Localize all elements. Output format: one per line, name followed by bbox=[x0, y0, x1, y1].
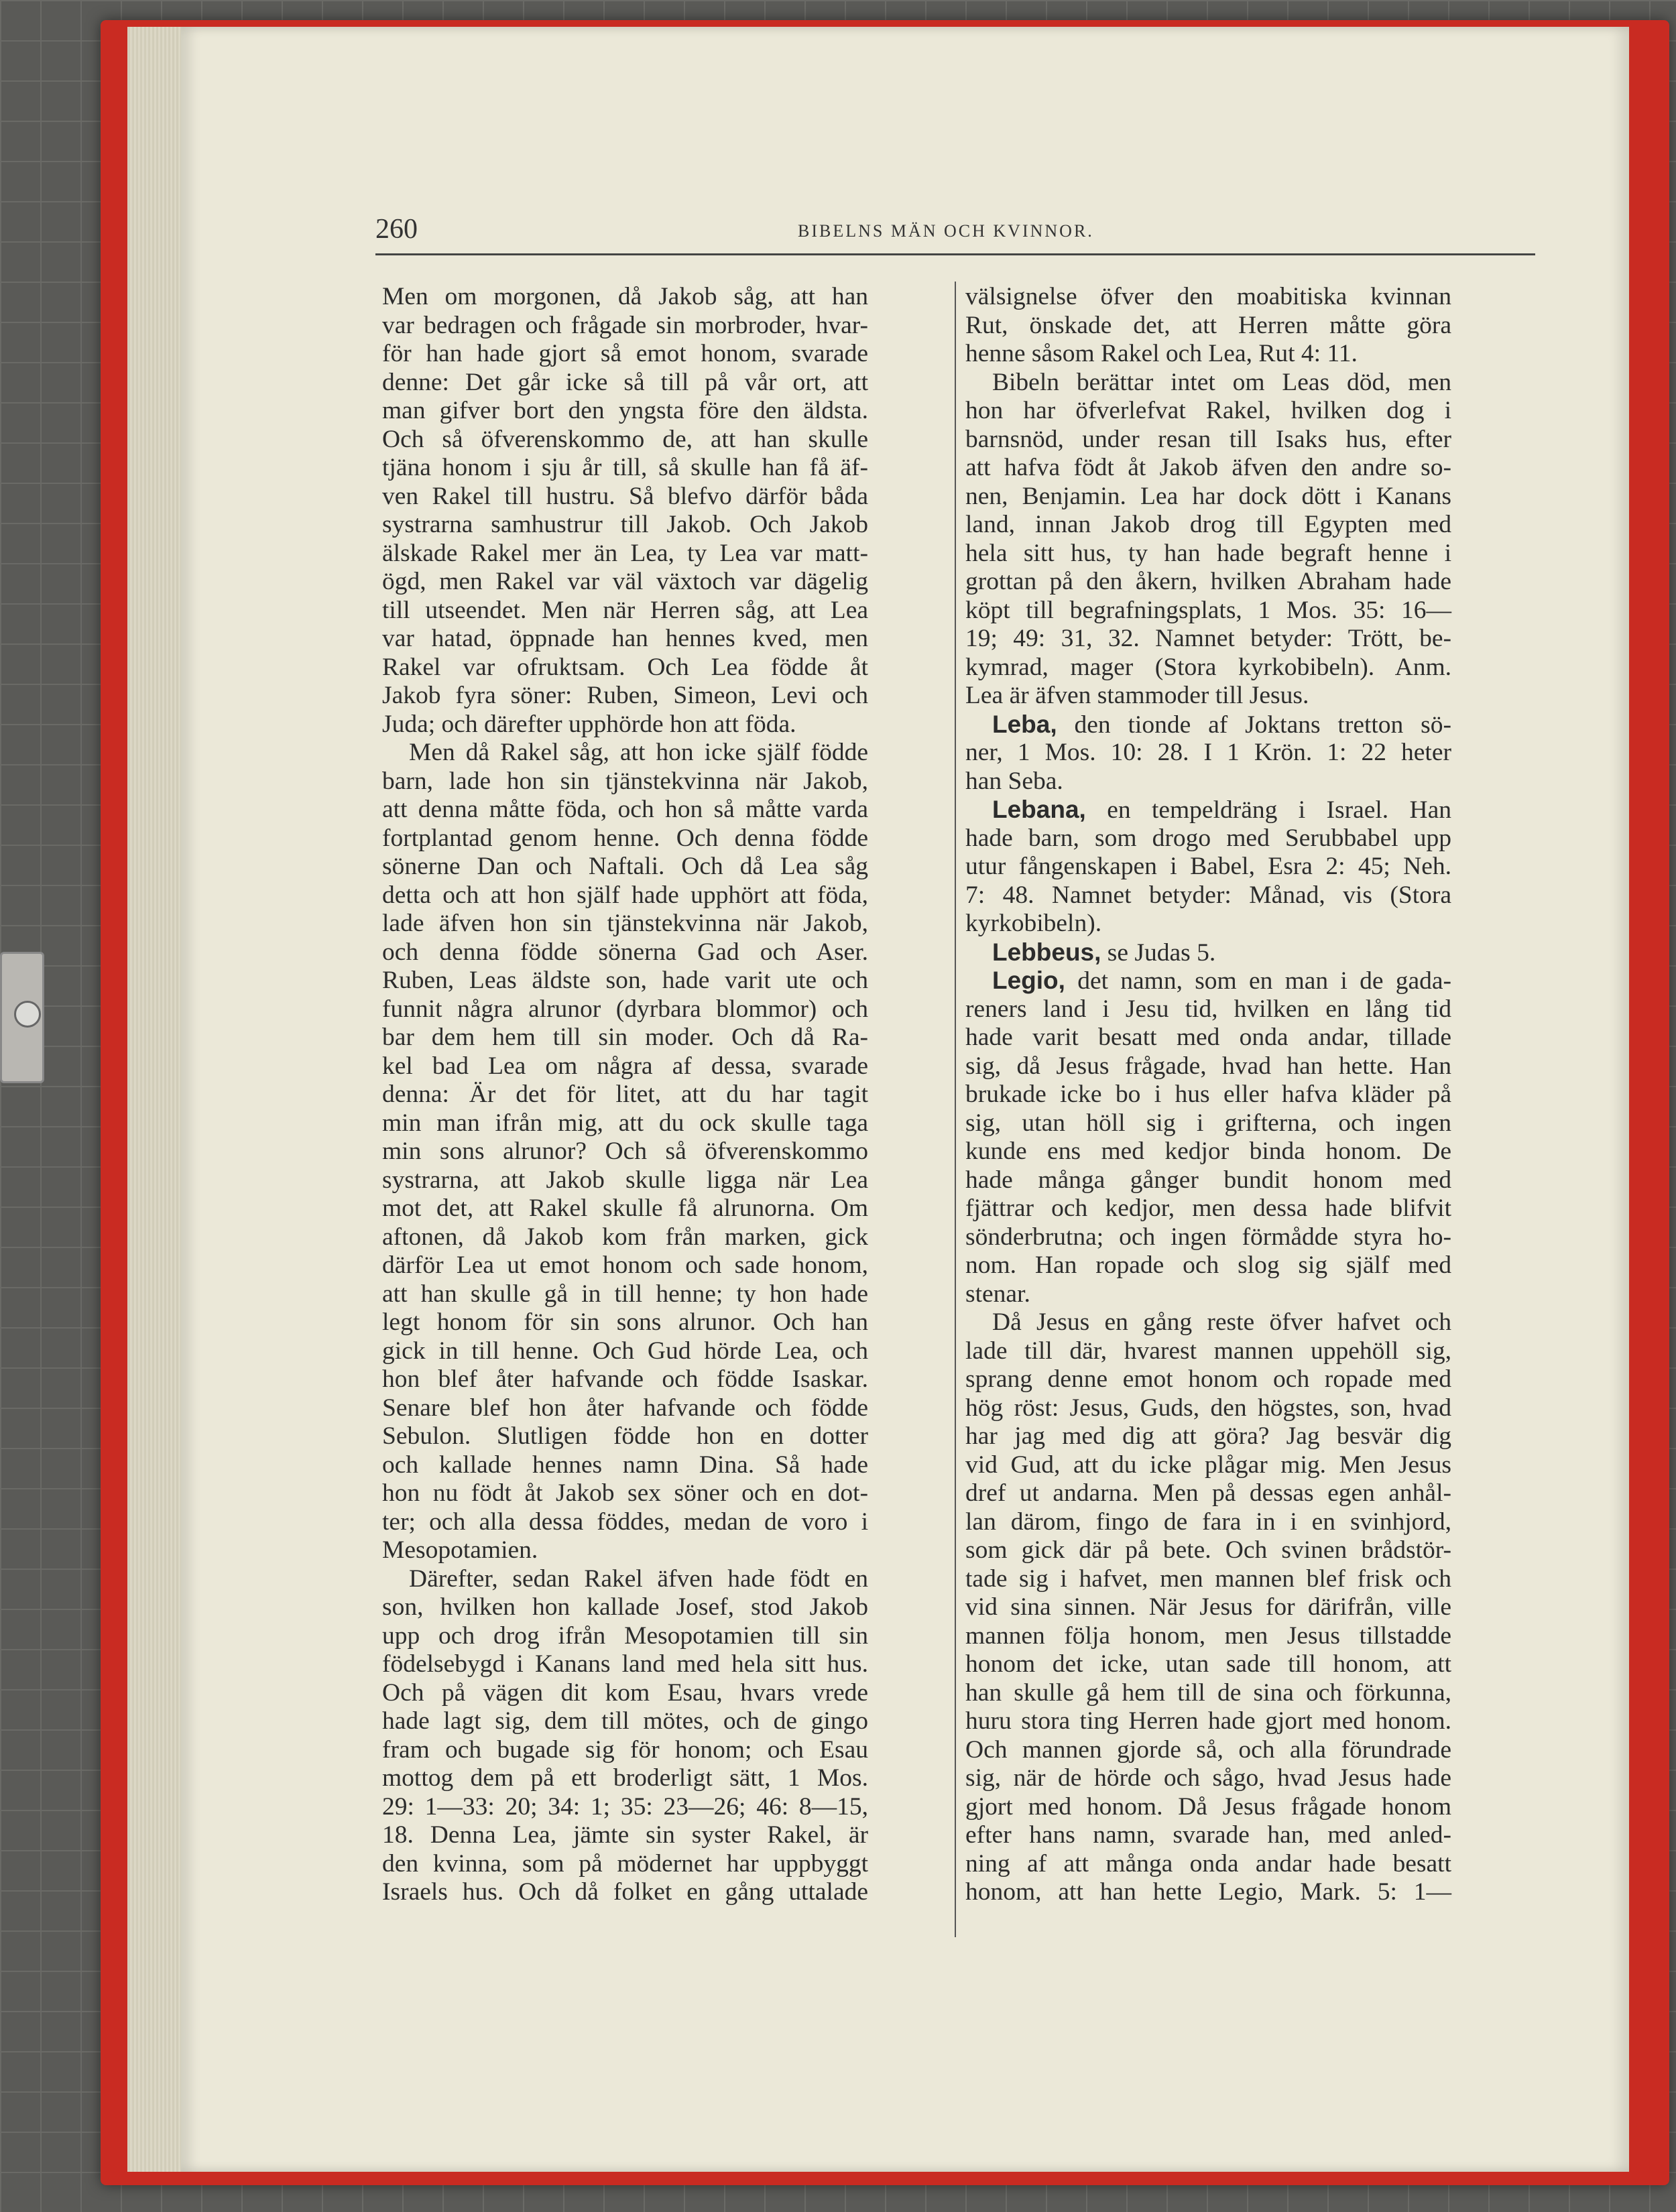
text-line bbox=[382, 1251, 868, 1280]
text-line bbox=[965, 340, 1451, 369]
line-text: att denna måtte föda, och hon så måtte varda bbox=[382, 796, 868, 823]
line-text: ning af att många onda andar hade besatt bbox=[965, 1849, 1451, 1878]
line-text: denne: Det går icke så till på vår ort, att bbox=[382, 368, 868, 396]
line-text: var hatad, öppnade han hennes kved, men bbox=[382, 625, 868, 652]
page-number: 260 bbox=[375, 214, 418, 245]
text-line bbox=[965, 1308, 1451, 1337]
text-line bbox=[965, 568, 1451, 597]
line-text: Därefter, sedan Rakel äfven hade födt en bbox=[409, 1564, 868, 1593]
line-text: lade äfven hon sin tjänstekvinna när Jakob, bbox=[382, 910, 868, 937]
text-line bbox=[382, 1052, 868, 1081]
line-text: ven Rakel till hustru. Så blefvo därför båda bbox=[382, 482, 868, 510]
line-text: Senare blef hon åter hafvande och födde bbox=[382, 1394, 868, 1422]
entry-headword: Leba, bbox=[992, 710, 1057, 738]
line-text: henne såsom Rakel och Lea, Rut 4: 11. bbox=[965, 340, 1358, 367]
text-line bbox=[382, 1138, 868, 1166]
line-text: utur fångenskapen i Babel, Esra 2: 45; Neh. bbox=[965, 853, 1451, 880]
text-line bbox=[965, 1365, 1451, 1394]
line-text: kunde ens med kedjor binda honom. De bbox=[965, 1138, 1451, 1165]
line-text: grottan på den åkern, hvilken Abraham hade bbox=[965, 568, 1451, 595]
line-text: sig, då Jesus frågade, hvad han hette. Han bbox=[965, 1052, 1451, 1080]
text-line bbox=[965, 1479, 1451, 1508]
text-line bbox=[965, 1764, 1451, 1793]
text-line bbox=[382, 1536, 868, 1565]
text-line bbox=[382, 312, 868, 341]
text-line bbox=[965, 995, 1451, 1024]
line-text: Då Jesus en gång reste öfver hafvet och bbox=[992, 1308, 1451, 1336]
line-text: han Seba. bbox=[965, 767, 1063, 795]
line-text: och kallade hennes namn Dina. Så hade bbox=[382, 1451, 868, 1479]
line-text: nen, Benjamin. Lea har dock dött i Kanans bbox=[965, 482, 1451, 510]
text-line bbox=[382, 1280, 868, 1309]
line-text: reners land i Jesu tid, hvilken en lång tid bbox=[965, 995, 1451, 1023]
text-line bbox=[965, 1337, 1451, 1366]
text-line bbox=[965, 1707, 1451, 1736]
text-line bbox=[382, 454, 868, 483]
line-text: upp och drog ifrån Mesopotamien till sin bbox=[382, 1621, 868, 1650]
line-text: vid Gud, att du icke plågar mig. Men Jesus bbox=[965, 1451, 1451, 1479]
line-text: gick in till henne. Och Gud hörde Lea, och bbox=[382, 1337, 868, 1365]
line-text: ögd, men Rakel var väl växtoch var dägelig bbox=[382, 568, 868, 595]
text-line bbox=[382, 1650, 868, 1679]
line-text: denna: Är det för litet, att du har tagit bbox=[382, 1081, 868, 1108]
line-text: hade många gånger bundit honom med bbox=[965, 1166, 1451, 1194]
text-line bbox=[382, 711, 868, 739]
text-line bbox=[965, 1394, 1451, 1423]
text-line bbox=[382, 824, 868, 853]
text-line bbox=[965, 1593, 1451, 1622]
line-text: systrarna samhustrur till Jakob. Och Jakob bbox=[382, 511, 868, 538]
text-line bbox=[382, 1764, 868, 1793]
line-text: lan därom, fingo de fara in i en svinhjord, bbox=[965, 1508, 1451, 1536]
page-clip bbox=[0, 952, 44, 1083]
text-line bbox=[382, 1821, 868, 1850]
text-line bbox=[382, 1707, 868, 1736]
text-line bbox=[382, 1565, 868, 1594]
text-line bbox=[382, 568, 868, 597]
line-text: att hafva födt åt Jakob äfven den andre so- bbox=[965, 454, 1451, 481]
line-text: hon har öfverlefvat Rakel, hvilken dog i bbox=[965, 397, 1451, 424]
text-line bbox=[965, 1081, 1451, 1109]
text-line bbox=[965, 682, 1451, 711]
line-text: man gifver bort den yngsta före den äldsta. bbox=[382, 397, 868, 424]
text-line bbox=[382, 511, 868, 540]
line-text: nom. Han ropade och slog sig själf med bbox=[965, 1251, 1451, 1279]
text-line bbox=[965, 540, 1451, 568]
line-text: Bibeln berättar intet om Leas död, men bbox=[992, 368, 1451, 396]
line-text: stenar. bbox=[965, 1280, 1030, 1308]
line-text: tjäna honom i sju år till, så skulle han få äf- bbox=[382, 454, 868, 481]
line-text: mottog dem på ett broderligt sätt, 1 Mos. bbox=[382, 1764, 868, 1792]
line-text: aftonen, då Jakob kom från marken, gick bbox=[382, 1223, 868, 1251]
line-text: köpt till begrafningsplats, 1 Mos. 35: 16— bbox=[965, 596, 1451, 624]
line-text: för han hade gjort så emot honom, svarade bbox=[382, 340, 868, 367]
line-text: sönerne Dan och Naftali. Och då Lea såg bbox=[382, 853, 868, 880]
text-line bbox=[965, 1622, 1451, 1651]
page-edges bbox=[127, 27, 188, 2172]
line-text: gjort med honom. Då Jesus frågade honom bbox=[965, 1792, 1451, 1821]
text-line bbox=[382, 369, 868, 397]
text-line bbox=[382, 1194, 868, 1223]
line-text: brukade icke bo i hus eller hafva kläder på bbox=[965, 1081, 1451, 1108]
text-line bbox=[965, 1223, 1451, 1252]
text-line bbox=[382, 1365, 868, 1394]
text-line bbox=[965, 1850, 1451, 1879]
text-line bbox=[965, 1821, 1451, 1850]
line-text: sprang denne emot honom och ropade med bbox=[965, 1365, 1451, 1393]
text-line bbox=[382, 796, 868, 824]
line-text: Rut, önskade det, att Herren måtte göra bbox=[965, 311, 1451, 339]
text-line bbox=[382, 1308, 868, 1337]
line-text: tade sig i hafvet, men mannen blef frisk och bbox=[965, 1564, 1451, 1593]
text-line bbox=[382, 1850, 868, 1879]
text-line bbox=[382, 654, 868, 682]
line-text: bar dem hem till sin moder. Och då Ra- bbox=[382, 1024, 868, 1051]
text-line bbox=[382, 1622, 868, 1651]
text-line bbox=[965, 511, 1451, 540]
text-line bbox=[382, 938, 868, 967]
line-text: 29: 1—33: 20; 34: 1; 35: 23—26; 46: 8—15, bbox=[382, 1792, 868, 1821]
column-divider bbox=[955, 282, 956, 1937]
text-line bbox=[965, 881, 1451, 910]
line-text: hög röst: Jesus, Guds, den högstes, son, hvad bbox=[965, 1394, 1451, 1422]
text-line bbox=[965, 1052, 1451, 1081]
line-text: Och mannen gjorde så, och alla förundrade bbox=[965, 1735, 1451, 1764]
text-line bbox=[382, 1878, 868, 1907]
line-text: fortplantad genom henne. Och denna födde bbox=[382, 824, 868, 852]
text-line bbox=[965, 1138, 1451, 1166]
line-text: detta och att hon själf hade upphört att föda, bbox=[382, 881, 868, 909]
line-text: Mesopotamien. bbox=[382, 1536, 538, 1564]
text-line bbox=[382, 853, 868, 881]
text-line bbox=[382, 625, 868, 654]
line-text: efter hans namn, svarade han, med anled- bbox=[965, 1821, 1451, 1849]
text-line bbox=[382, 995, 868, 1024]
text-line bbox=[965, 426, 1451, 454]
line-text: Sebulon. Slutligen födde hon en dotter bbox=[382, 1422, 868, 1450]
line-text: 19; 49: 31, 32. Namnet betyder: Trött, be- bbox=[965, 625, 1451, 652]
line-text: se Judas 5. bbox=[1101, 938, 1216, 967]
line-text: han skulle gå hem till de sina och förkunna, bbox=[965, 1678, 1451, 1707]
text-line bbox=[965, 283, 1451, 312]
line-text: 18. Denna Lea, jämte sin syster Rakel, är bbox=[382, 1821, 868, 1849]
line-text: vid sina sinnen. När Jesus for därifrån, ville bbox=[965, 1593, 1451, 1621]
text-line bbox=[965, 853, 1451, 881]
text-line bbox=[382, 540, 868, 568]
line-text: som gick där på bete. Och svinen brådstör- bbox=[965, 1536, 1451, 1564]
running-header bbox=[375, 213, 1535, 253]
text-line bbox=[965, 625, 1451, 654]
line-text: sig, utan höll sig i grifterna, och ingen bbox=[965, 1109, 1451, 1137]
text-line bbox=[382, 967, 868, 995]
text-line bbox=[382, 1508, 868, 1537]
line-text: sönderbrutna; och ingen förmådde styra ho- bbox=[965, 1223, 1451, 1251]
text-line bbox=[382, 426, 868, 454]
line-text: dref ut andarna. Men på dessas egen anhål- bbox=[965, 1479, 1451, 1507]
text-line bbox=[965, 711, 1451, 739]
line-text: hela sitt hus, ty han hade begraft henne i bbox=[965, 539, 1451, 567]
line-text: till utseendet. Men när Herren såg, att Lea bbox=[382, 596, 868, 624]
text-line bbox=[382, 1422, 868, 1451]
line-text: välsignelse öfver den moabitiska kvinnan bbox=[965, 283, 1451, 310]
line-text: min man ifrån mig, att du ock skulle taga bbox=[382, 1109, 868, 1137]
text-line bbox=[965, 597, 1451, 625]
text-line bbox=[965, 1280, 1451, 1309]
line-text: Och på vägen dit kom Esau, hvars vrede bbox=[382, 1678, 868, 1707]
line-text: älskade Rakel mer än Lea, ty Lea var matt- bbox=[382, 539, 868, 567]
line-text: kymrad, mager (Stora kyrkobibeln). Anm. bbox=[965, 653, 1451, 681]
text-line bbox=[965, 454, 1451, 483]
running-title: BIBELNS MÄN OCH KVINNOR. bbox=[798, 221, 1094, 241]
text-line bbox=[382, 1223, 868, 1252]
line-text: min sons alrunor? Och så öfverenskommo bbox=[382, 1138, 868, 1165]
left-column bbox=[382, 283, 868, 1907]
text-line bbox=[965, 312, 1451, 341]
line-text: lade till där, hvarest mannen uppehöll sig, bbox=[965, 1337, 1451, 1365]
text-line bbox=[965, 910, 1451, 938]
text-line bbox=[965, 1422, 1451, 1451]
line-text: Israels hus. Och då folket en gång uttalade bbox=[382, 1878, 868, 1906]
line-text: hade barn, som drogo med Serubbabel upp bbox=[965, 824, 1451, 852]
line-text: hon blef åter hafvande och födde Isaskar. bbox=[382, 1365, 868, 1393]
text-line bbox=[965, 1565, 1451, 1594]
entry-headword: Legio, bbox=[992, 967, 1065, 994]
text-line bbox=[965, 1679, 1451, 1708]
text-line bbox=[965, 739, 1451, 767]
line-text: legt honom för sin sons alrunor. Och han bbox=[382, 1308, 868, 1336]
text-line bbox=[965, 1166, 1451, 1195]
text-line bbox=[382, 1337, 868, 1366]
line-text: barn, lade hon sin tjänstekvinna när Jakob, bbox=[382, 767, 868, 795]
text-line bbox=[382, 682, 868, 711]
line-text: barnsnöd, under resan till Isaks hus, efter bbox=[965, 425, 1451, 453]
text-line bbox=[382, 739, 868, 767]
text-line bbox=[965, 1793, 1451, 1822]
line-text: Men om morgonen, då Jakob såg, att han bbox=[382, 283, 868, 310]
text-line bbox=[382, 1451, 868, 1480]
text-line bbox=[382, 1679, 868, 1708]
text-line bbox=[382, 1024, 868, 1052]
line-text: funnit några alrunor (dyrbara blommor) och bbox=[382, 995, 868, 1023]
text-line bbox=[965, 483, 1451, 511]
text-line bbox=[965, 1109, 1451, 1138]
line-text: fram och bugade sig för honom; och Esau bbox=[382, 1735, 868, 1764]
line-text: Lea är äfven stammoder till Jesus. bbox=[965, 682, 1309, 709]
line-text: en tempeldräng i Israel. Han bbox=[1085, 796, 1451, 824]
text-line bbox=[382, 397, 868, 426]
text-line bbox=[965, 1878, 1451, 1907]
header-rule bbox=[375, 253, 1535, 255]
line-text: att han skulle gå in till henne; ty hon hade bbox=[382, 1280, 868, 1308]
line-text: fjättrar och kedjor, men dessa hade blifvit bbox=[965, 1194, 1451, 1222]
line-text: kyrkobibeln). bbox=[965, 910, 1102, 937]
text-line bbox=[382, 1793, 868, 1822]
line-text: kel bad Lea om några af dessa, svarade bbox=[382, 1052, 868, 1080]
text-line bbox=[965, 1736, 1451, 1765]
line-text: ter; och alla dessa föddes, medan de voro i bbox=[382, 1508, 868, 1536]
entry-headword: Lebana, bbox=[992, 796, 1086, 823]
text-line bbox=[382, 283, 868, 312]
line-text: systrarna, att Jakob skulle ligga när Lea bbox=[382, 1166, 868, 1194]
text-line bbox=[382, 767, 868, 796]
text-line bbox=[382, 1394, 868, 1423]
text-line bbox=[965, 1251, 1451, 1280]
text-line bbox=[965, 824, 1451, 853]
line-text: sig, när de hörde och sågo, hvad Jesus hade bbox=[965, 1764, 1451, 1792]
line-text: Jakob fyra söner: Ruben, Simeon, Levi och bbox=[382, 682, 868, 709]
text-line bbox=[382, 1593, 868, 1622]
line-text: land, innan Jakob drog till Egypten med bbox=[965, 511, 1451, 538]
text-line bbox=[965, 796, 1451, 824]
line-text: var bedragen och frågade sin morbroder, hvar- bbox=[382, 311, 868, 339]
text-line bbox=[965, 1194, 1451, 1223]
line-text: son, hvilken hon kallade Josef, stod Jakob bbox=[382, 1593, 868, 1621]
text-line bbox=[965, 1650, 1451, 1679]
line-text: hade lagt sig, dem till mötes, och de gingo bbox=[382, 1707, 868, 1735]
line-text: Rakel var ofruktsam. Och Lea födde åt bbox=[382, 653, 868, 681]
text-line bbox=[965, 1536, 1451, 1565]
line-text: Juda; och därefter upphörde hon att föda. bbox=[382, 710, 796, 738]
line-text: födelsebygd i Kanans land med hela sitt hus. bbox=[382, 1650, 868, 1678]
text-line bbox=[382, 483, 868, 511]
line-text: därför Lea ut emot honom och sade honom, bbox=[382, 1251, 868, 1279]
text-line bbox=[965, 967, 1451, 995]
line-text: honom det icke, utan sade till honom, att bbox=[965, 1650, 1451, 1678]
line-text: honom, att han hette Legio, Mark. 5: 1— bbox=[965, 1878, 1451, 1906]
line-text: Och så öfverenskommo de, att han skulle bbox=[382, 425, 868, 453]
text-line bbox=[965, 397, 1451, 426]
line-text: har jag med dig att göra? Jag besvär dig bbox=[965, 1422, 1451, 1450]
text-line bbox=[382, 910, 868, 938]
line-text: huru stora ting Herren hade gjort med honom. bbox=[965, 1707, 1451, 1735]
line-text: det namn, som en man i de gada- bbox=[1065, 967, 1451, 995]
text-line bbox=[965, 1451, 1451, 1480]
line-text: Men då Rakel såg, att hon icke själf födde bbox=[409, 739, 868, 766]
clip-bolt-icon bbox=[14, 1001, 41, 1028]
text-line bbox=[382, 597, 868, 625]
right-column bbox=[965, 283, 1451, 1907]
line-text: den kvinna, som på mödernet har uppbyggt bbox=[382, 1849, 868, 1878]
text-line bbox=[382, 340, 868, 369]
text-line bbox=[965, 1508, 1451, 1537]
text-line bbox=[382, 1109, 868, 1138]
line-text: hade varit besatt med onda andar, tillade bbox=[965, 1024, 1451, 1051]
line-text: ner, 1 Mos. 10: 28. I 1 Krön. 1: 22 heter bbox=[965, 739, 1451, 766]
text-line bbox=[965, 654, 1451, 682]
line-text: den tionde af Joktans tretton sö- bbox=[1057, 711, 1451, 739]
text-line bbox=[965, 1024, 1451, 1052]
line-text: Ruben, Leas äldste son, hade varit ute och bbox=[382, 967, 868, 994]
line-text: mot det, att Rakel skulle få alrunorna. Om bbox=[382, 1194, 868, 1222]
line-text: och denna födde sönerna Gad och Aser. bbox=[382, 938, 868, 966]
line-text: hon nu födt åt Jakob sex söner och en dot- bbox=[382, 1479, 868, 1507]
text-line bbox=[382, 1479, 868, 1508]
text-line bbox=[382, 1081, 868, 1109]
line-text: 7: 48. Namnet betyder: Månad, vis (Stora bbox=[965, 881, 1451, 909]
text-line bbox=[382, 1736, 868, 1765]
line-text: mannen följa honom, men Jesus tillstadde bbox=[965, 1621, 1451, 1650]
text-line bbox=[382, 1166, 868, 1195]
text-line bbox=[965, 369, 1451, 397]
text-line bbox=[965, 767, 1451, 796]
text-line bbox=[382, 881, 868, 910]
text-line bbox=[965, 938, 1451, 967]
entry-headword: Lebbeus, bbox=[992, 938, 1101, 966]
